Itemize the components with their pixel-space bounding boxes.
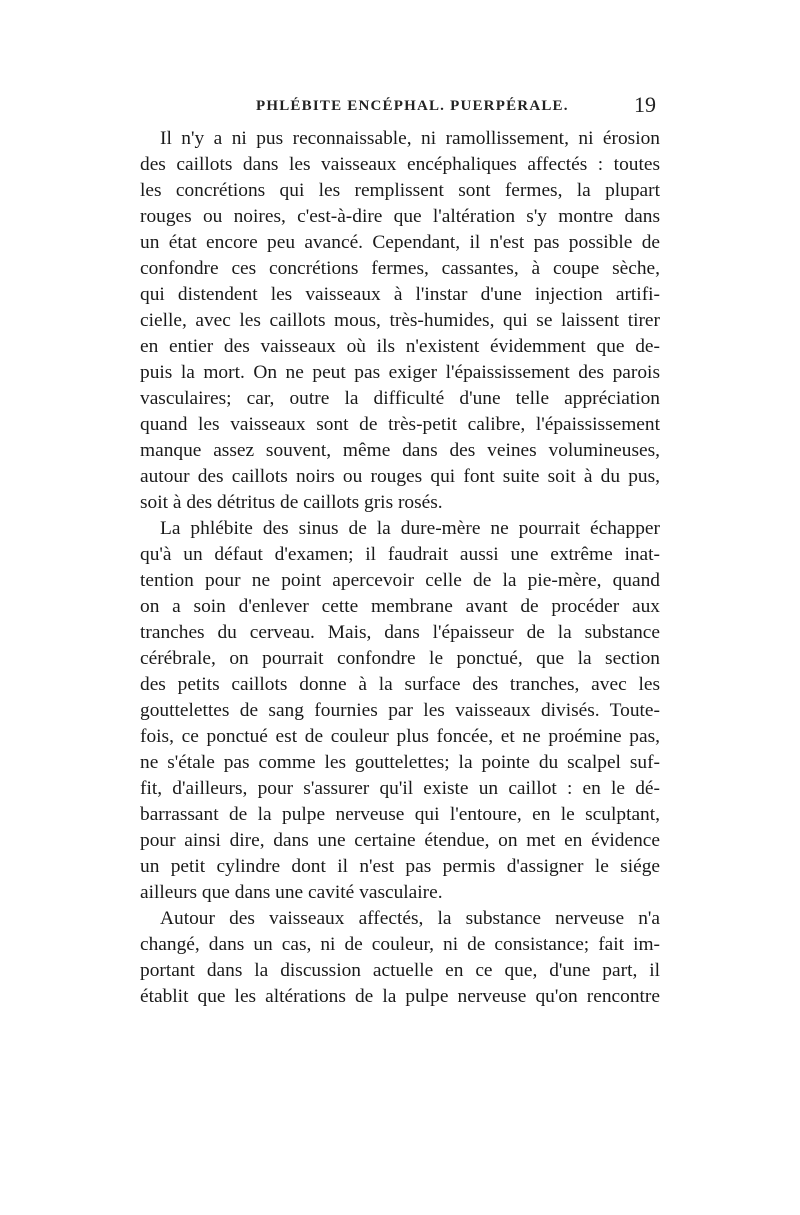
text-line: des petits caillots donne à la surface des tranches, avec les <box>140 674 660 695</box>
text-line: La phlébite des sinus de la dure-mère ne pourrait échapper <box>160 518 660 539</box>
text-line: fois, ce ponctué est de couleur plus foncée, et ne proémine pas, <box>140 726 660 747</box>
text-line: on a soin d'enlever cette membrane avant de procéder aux <box>140 596 660 617</box>
text-line: barrassant de la pulpe nerveuse qui l'entoure, en le sculptant, <box>140 804 660 825</box>
text-line: puis la mort. On ne peut pas exiger l'épaississement des parois <box>140 362 660 383</box>
text-line: autour des caillots noirs ou rouges qui font suite soit à du pus, <box>140 466 660 487</box>
text-line: vasculaires; car, outre la difficulté d'une telle appréciation <box>140 388 660 409</box>
running-head: PHLÉBITE ENCÉPHAL. PUERPÉRALE. <box>256 98 569 114</box>
text-line: confondre ces concrétions fermes, cassantes, à coupe sèche, <box>140 258 660 279</box>
text-line: cielle, avec les caillots mous, très-humides, qui se laissent tirer <box>140 310 660 331</box>
text-line: qu'à un défaut d'examen; il faudrait aussi une extrême inat- <box>140 544 660 565</box>
text-line: qui distendent les vaisseaux à l'instar d'une injection artifi- <box>140 284 660 305</box>
text-line: quand les vaisseaux sont de très-petit calibre, l'épaississement <box>140 414 660 435</box>
text-line: gouttelettes de sang fournies par les vaisseaux divisés. Toute- <box>140 700 660 721</box>
text-line: un petit cylindre dont il n'est pas permis d'assigner le siége <box>140 856 660 877</box>
text-line: changé, dans un cas, ni de couleur, ni de consistance; fait im- <box>140 934 660 955</box>
page-header <box>140 92 660 122</box>
text-line: Il n'y a ni pus reconnaissable, ni ramollissement, ni érosion <box>160 128 660 149</box>
text-line: ne s'étale pas comme les gouttelettes; la pointe du scalpel suf- <box>140 752 660 773</box>
text-line: établit que les altérations de la pulpe nerveuse qu'on rencontre <box>140 986 660 1007</box>
text-line: des caillots dans les vaisseaux encéphaliques affectés : toutes <box>140 154 660 175</box>
text-line: cérébrale, on pourrait confondre le ponctué, que la section <box>140 648 660 669</box>
text-line: portant dans la discussion actuelle en ce que, d'une part, il <box>140 960 660 981</box>
text-line: fit, d'ailleurs, pour s'assurer qu'il existe un caillot : en le dé- <box>140 778 660 799</box>
text-line: en entier des vaisseaux où ils n'existent évidemment que de- <box>140 336 660 357</box>
text-line: soit à des détritus de caillots gris rosés. <box>140 492 443 513</box>
text-line: rouges ou noires, c'est-à-dire que l'altération s'y montre dans <box>140 206 660 227</box>
text-line: tention pour ne point apercevoir celle de la pie-mère, quand <box>140 570 660 591</box>
text-line: tranches du cerveau. Mais, dans l'épaisseur de la substance <box>140 622 660 643</box>
body-text <box>140 126 660 1010</box>
text-line: Autour des vaisseaux affectés, la substance nerveuse n'a <box>160 908 660 929</box>
text-line: ailleurs que dans une cavité vasculaire. <box>140 882 443 903</box>
text-line: les concrétions qui les remplissent sont fermes, la plupart <box>140 180 660 201</box>
text-line: un état encore peu avancé. Cependant, il n'est pas possible de <box>140 232 660 253</box>
page-number: 19 <box>634 92 656 117</box>
text-line: pour ainsi dire, dans une certaine étendue, on met en évidence <box>140 830 660 851</box>
text-line: manque assez souvent, même dans des veines volumineuses, <box>140 440 660 461</box>
